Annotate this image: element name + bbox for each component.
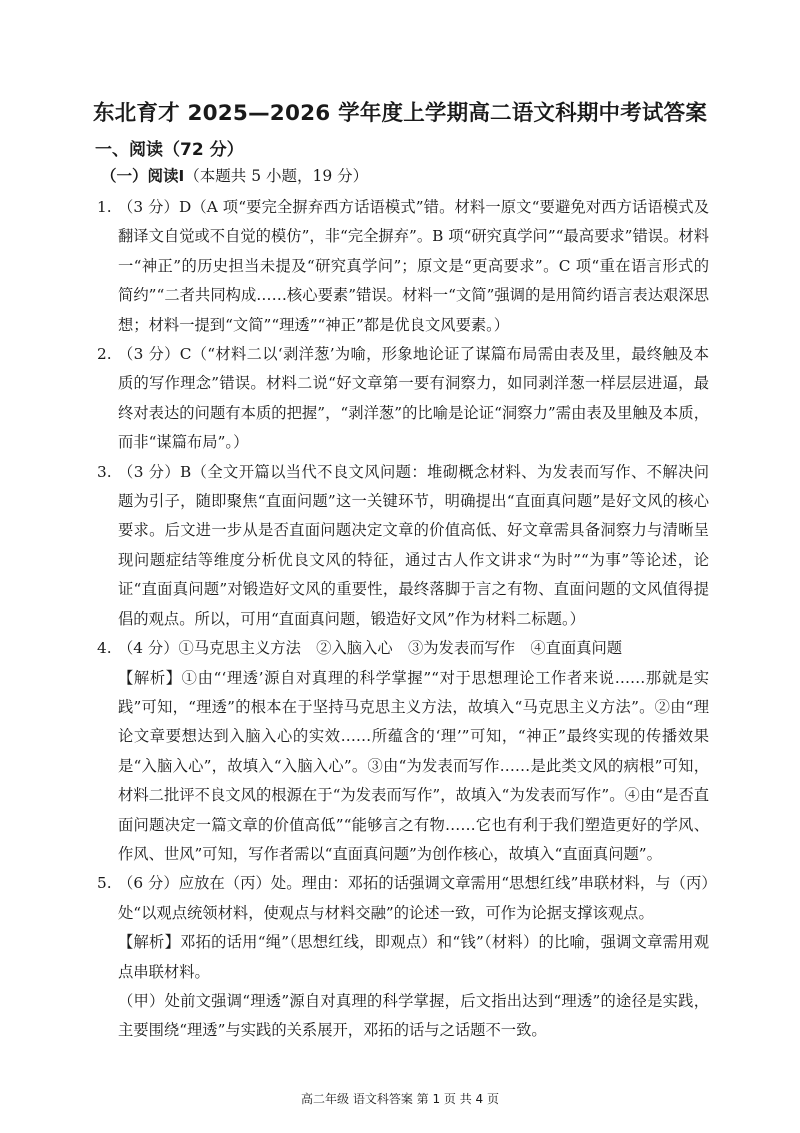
item-5-jia-note: （甲）处前文强调“理透”源自对真理的科学掌握，后文指出达到“理透”的途径是实践，主要围绕“理透”与实践的关系展开，邓拓的话与之话题不一致。 bbox=[118, 991, 709, 1040]
subsection-label: （一）阅读Ⅰ bbox=[101, 167, 185, 185]
item-number: 4. bbox=[97, 639, 112, 658]
item-number: 1. bbox=[97, 198, 112, 216]
answer-item-1 bbox=[97, 193, 709, 340]
page-footer: 高二年级 语文科答案 第 1 页 共 4 页 bbox=[301, 1092, 499, 1106]
item-text: （4 分）①马克思主义方法 ②入脑入心 ③为发表而写作 ④直面真问题 bbox=[118, 639, 623, 658]
subsection-note: （本题共 5 小题，19 分） bbox=[184, 167, 369, 185]
answer-body bbox=[97, 193, 709, 1046]
item-text: （3 分）B（全文开篇以当代不良文风问题：堆砌概念材料、为发表而写作、不解决问题为引子，随即聚焦“直面问题”这一关键环节，明确提出“直面真问题”是好文风的核心要求。后文进一步从是否直面问题决定文章的价值高低、好文章需具备洞察力与清晰呈现问题症结等维度分析优良文风的特征，通过古人作文讲求“为时”“为事”等论述，论证“直面真问题”对锻造好文风的重要性，最终落脚于言之有物、直面问题的文风值得提倡的观点。所以，可用“直面真问题，锻造好文风”作为材料二标题。） bbox=[118, 462, 709, 628]
item-4-analysis: 【解析】①由“‘理透’源自对真理的科学掌握”“对于思想理论工作者来说……那就是实践”可知，“理透”的根本在于坚持马克思主义方法，故填入“马克思主义方法”。②由“理论文章要想达到入脑入心的实效……所蕴含的‘理’”可知，“神正”最终实现的传播效果是“入脑入心”，故填入“入脑入心”。③由“为发表而写作……是此类文风的病根”可知，材料二批评不良文风的根源在于“为发表而写作”，故填入“为发表而写作”。④由“是否直面问题决定一篇文章的价值高低”“能够言之有物……它也有利于我们塑造更好的学风、作风、世风”可知，写作者需以“直面真问题”为创作核心，故填入“直面真问题”。 bbox=[118, 668, 709, 863]
subsection-heading bbox=[101, 164, 368, 186]
item-number: 5. bbox=[97, 874, 112, 893]
answer-item-5 bbox=[97, 869, 709, 928]
answer-item-2 bbox=[97, 340, 709, 458]
item-5-analysis: 【解析】邓拓的话用“绳”（思想红线，即观点）和“钱”（材料）的比喻，强调文章需用观点串联材料。 bbox=[118, 933, 709, 981]
item-text: （3 分）D（A 项“要完全摒弃西方话语模式”错。材料一原文“要避免对西方话语模式及翻译文自觉或不自觉的模仿”，非“完全摒弃”。B 项“研究真学问”“最高要求”错误。材料一“神正”的历史担当未提及“研究真学问”；原文是“更高要求”。C 项“重在语言形式的简约”“二者共同构成……核心要素”错误。材料一“文简”强调的是用简约语言表达艰深思想；材料一提到“文简”“理透”“神正”都是优良文风要素。） bbox=[118, 198, 709, 334]
item-number: 3. bbox=[97, 462, 112, 481]
section-heading: 一、阅读（72 分） bbox=[95, 140, 244, 160]
item-number: 2. bbox=[97, 345, 112, 364]
answer-item-4 bbox=[97, 634, 709, 663]
item-text: （6 分）应放在（丙）处。理由：邓拓的话强调文章需用“思想红线”串联材料，与（丙）处“以观点统领材料，使观点与材料交融”的论述一致，可作为论据支撑该观点。 bbox=[118, 874, 709, 922]
answer-item-3 bbox=[97, 458, 709, 634]
item-text: （3 分）C（“材料二以‘剥洋葱’为喻，形象地论证了谋篇布局需由表及里，最终触及本质的写作理念”错误。材料二说“好文章第一要有洞察力，如同剥洋葱一样层层进逼，最终对表达的问题有本质的把握”，“剥洋葱”的比喻是论证“洞察力”需由表及里触及本质，而非“谋篇布局”。） bbox=[118, 345, 709, 452]
document-title: 东北育才 2025—2026 学年度上学期高二语文科期中考试答案 bbox=[92, 101, 708, 126]
